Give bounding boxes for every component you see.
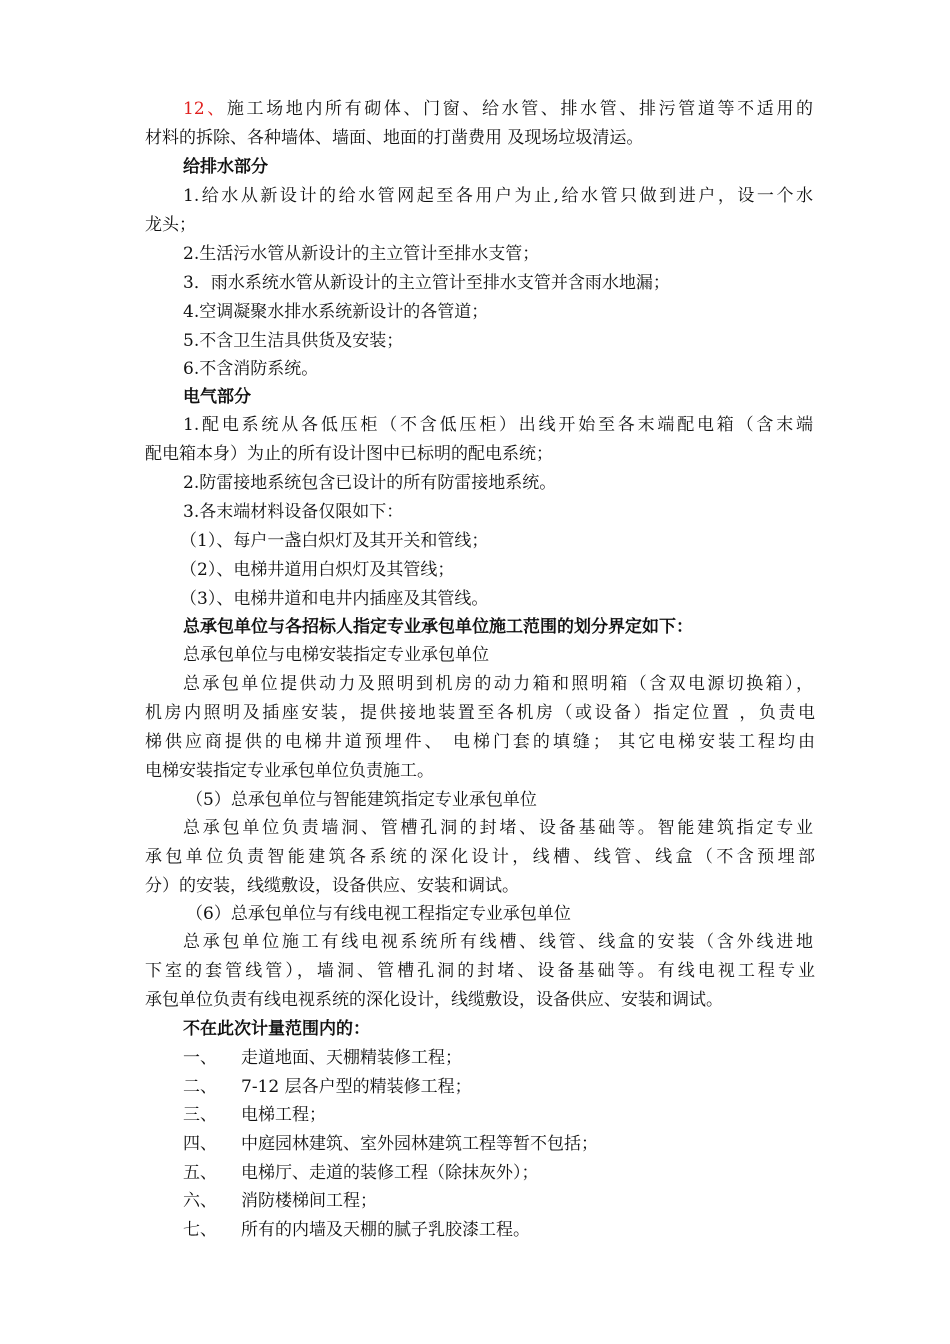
excluded-item-text: 7-12 层各户型的精装修工程；	[241, 1077, 472, 1097]
smart-building-title: （5）总承包单位与智能建筑指定专业承包单位	[186, 790, 537, 810]
elevator-paragraph-line-2: 机房内照明及插座安装，提供接地装置至各机房（或设备）指定位置 ，负责电	[145, 703, 815, 723]
electrical-sub-2: （2）、电梯井道用白炽灯及其管线；	[180, 560, 455, 580]
excluded-item-number: 二、	[183, 1077, 217, 1097]
electrical-item-1-line-2: 配电箱本身）为止的所有设计图中已标明的配电系统；	[145, 444, 553, 464]
excluded-item-text: 电梯工程；	[241, 1105, 326, 1125]
removal-text: 施工场地内所有砌体、门窗、给水管、排水管、排污管道等不适用的	[226, 99, 813, 119]
excluded-item-text: 中庭园林建筑、室外园林建筑工程等暂不包括；	[241, 1134, 598, 1154]
excluded-item	[183, 1134, 813, 1154]
elevator-paragraph-line-4: 电梯安装指定专业承包单位负责施工。	[145, 761, 434, 781]
excluded-item	[183, 1105, 813, 1125]
plumbing-item-4: 4.空调凝聚水排水系统新设计的各管道；	[183, 302, 489, 322]
excluded-item-number: 七、	[183, 1220, 217, 1240]
plumbing-item-1-line-2: 龙头；	[145, 215, 196, 235]
division-heading: 总承包单位与各招标人指定专业承包单位施工范围的划分界定如下：	[183, 617, 693, 637]
excluded-item-text: 电梯厅、走道的装修工程（除抹灰外）；	[241, 1163, 539, 1183]
excluded-item	[183, 1191, 813, 1211]
excluded-heading: 不在此次计量范围内的：	[183, 1019, 370, 1039]
elevator-paragraph-line-1: 总承包单位提供动力及照明到机房的动力箱和照明箱（含双电源切换箱），	[183, 674, 813, 694]
excluded-item-text: 所有的内墙及天棚的腻子乳胶漆工程。	[241, 1220, 530, 1240]
elevator-title: 总承包单位与电梯安装指定专业承包单位	[183, 645, 489, 665]
plumbing-item-3: 3．雨水系统水管从新设计的主立管计至排水支管并含雨水地漏；	[183, 273, 670, 293]
electrical-item-1-line-1: 1.配电系统从各低压柜（不含低压柜）出线开始至各末端配电箱（含末端	[183, 415, 813, 435]
electrical-heading: 电气部分	[183, 387, 251, 407]
excluded-item	[183, 1220, 813, 1240]
removal-paragraph-line-1	[183, 99, 813, 119]
plumbing-item-2: 2.生活污水管从新设计的主立管计至排水支管；	[183, 244, 540, 264]
electrical-sub-1: （1）、每户一盏白炽灯及其开关和管线；	[180, 531, 489, 551]
smart-building-line-1: 总承包单位负责墙洞、管槽孔洞的封堵、设备基础等。智能建筑指定专业	[183, 818, 813, 838]
catv-line-2: 下室的套管线管），墙洞、管槽孔洞的封堵、设备基础等。有线电视工程专业	[145, 961, 815, 981]
excluded-item-number: 一、	[183, 1048, 217, 1068]
plumbing-item-1-line-1: 1.给水从新设计的给水管网起至各用户为止,给水管只做到进户，设一个水	[183, 186, 813, 206]
electrical-item-3: 3.各末端材料设备仅限如下：	[183, 502, 404, 522]
electrical-sub-3: （3）、电梯井道和电井内插座及其管线。	[180, 589, 489, 609]
excluded-item-text: 消防楼梯间工程；	[241, 1191, 377, 1211]
catv-line-1: 总承包单位施工有线电视系统所有线槽、线管、线盒的安装（含外线进地	[183, 932, 813, 952]
item-number: 12、	[183, 99, 227, 119]
catv-line-3: 承包单位负责有线电视系统的深化设计，线缆敷设，设备供应、安装和调试。	[145, 990, 723, 1010]
plumbing-heading: 给排水部分	[183, 157, 268, 177]
excluded-item	[183, 1163, 813, 1183]
electrical-item-2: 2.防雷接地系统包含已设计的所有防雷接地系统。	[183, 473, 557, 493]
excluded-item-number: 五、	[183, 1163, 217, 1183]
excluded-item-number: 六、	[183, 1191, 217, 1211]
removal-paragraph-line-2: 材料的拆除、各种墙体、墙面、地面的打凿费用 及现场垃圾清运。	[145, 128, 644, 148]
excluded-item-number: 三、	[183, 1105, 217, 1125]
elevator-paragraph-line-3: 梯供应商提供的电梯井道预埋件、 电梯门套的填缝； 其它电梯安装工程均由	[145, 732, 815, 752]
smart-building-line-2: 承包单位负责智能建筑各系统的深化设计，线槽、线管、线盒（不含预埋部	[145, 847, 815, 867]
excluded-item	[183, 1077, 813, 1097]
excluded-item-text: 走道地面、天棚精装修工程；	[241, 1048, 462, 1068]
smart-building-line-3: 分）的安装，线缆敷设，设备供应、安装和调试。	[145, 876, 519, 896]
plumbing-item-5: 5.不含卫生洁具供货及安装；	[183, 331, 404, 351]
excluded-item-number: 四、	[183, 1134, 217, 1154]
catv-title: （6）总承包单位与有线电视工程指定专业承包单位	[186, 904, 571, 924]
plumbing-item-6: 6.不含消防系统。	[183, 359, 319, 379]
excluded-item	[183, 1048, 813, 1068]
